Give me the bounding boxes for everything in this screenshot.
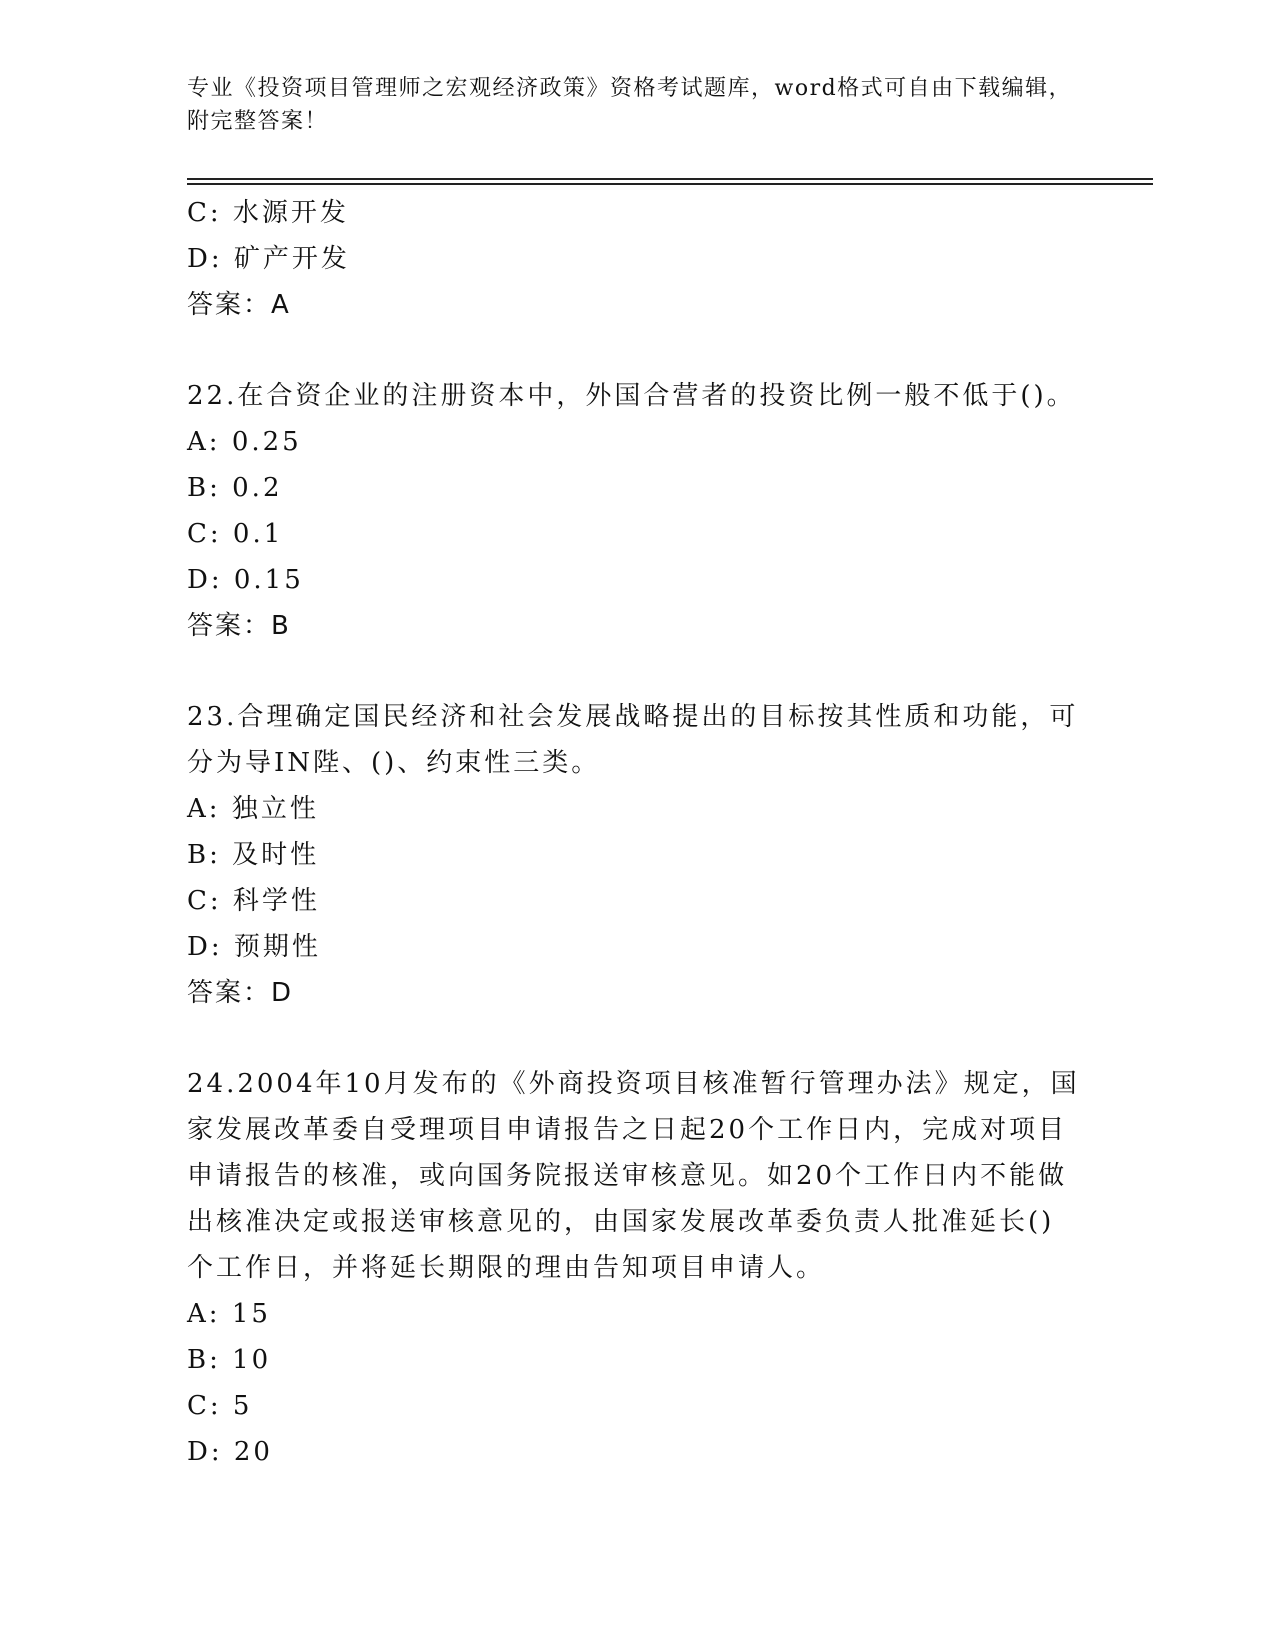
- option-text: 0.25: [231, 427, 302, 457]
- option-b: [187, 1337, 1077, 1383]
- option-text: 0.1: [232, 519, 284, 549]
- question-text-line: 个工作日，并将延长期限的理由告知项目申请人。: [187, 1253, 826, 1283]
- option-letter: B:: [187, 840, 221, 870]
- option-letter: D:: [187, 244, 223, 274]
- option-b: [187, 465, 1077, 511]
- answer-line: 答案：A: [187, 290, 291, 320]
- option-a: [187, 1291, 1077, 1337]
- answer-line: 答案：B: [187, 611, 291, 641]
- spacer: [187, 649, 1077, 694]
- question-text-line: 出核准决定或报送审核意见的，由国家发展改革委负责人批准延长(): [187, 1207, 1055, 1237]
- option-letter: D:: [187, 1437, 223, 1467]
- question-text: 22.在合资企业的注册资本中，外国合营者的投资比例一般不低于()。: [187, 381, 1076, 411]
- question-21-tail: [187, 190, 1077, 328]
- option-text: 0.2: [232, 473, 283, 503]
- option-text: 10: [232, 1345, 272, 1375]
- option-a: [187, 786, 1077, 832]
- option-text: 5: [232, 1391, 253, 1421]
- question-content: [187, 190, 1080, 1475]
- question-22: [187, 373, 1077, 649]
- option-d: [187, 236, 1077, 282]
- option-d: [187, 557, 1077, 603]
- option-a: [187, 419, 1077, 465]
- option-letter: B:: [187, 1345, 221, 1375]
- option-text: 矿产开发: [233, 244, 350, 274]
- option-letter: C:: [187, 519, 222, 549]
- option-text: 预期性: [233, 932, 321, 962]
- option-letter: D:: [187, 565, 223, 595]
- spacer: [187, 328, 1077, 373]
- header-divider-top: [187, 178, 1153, 180]
- header-text: 专业《投资项目管理师之宏观经济政策》资格考试题库，word格式可自由下载编辑，附完整答案！: [187, 76, 1073, 134]
- question-text-line: 分为导IN陛、()、约束性三类。: [187, 748, 601, 778]
- option-c: [187, 878, 1077, 924]
- question-text-line: 24.2004年10月发布的《外商投资项目核准暂行管理办法》规定，国: [187, 1069, 1080, 1099]
- option-text: 0.15: [233, 565, 304, 595]
- option-text: 水源开发: [232, 198, 349, 228]
- spacer: [187, 1016, 1077, 1061]
- question-text-line: 申请报告的核准，或向国务院报送审核意见。如20个工作日内不能做: [187, 1161, 1068, 1191]
- answer-line: 答案：D: [187, 978, 294, 1008]
- option-text: 及时性: [232, 840, 320, 870]
- option-text: 15: [231, 1299, 271, 1329]
- option-letter: C:: [187, 1391, 222, 1421]
- option-c: [187, 511, 1077, 557]
- header-divider-bottom: [187, 183, 1153, 185]
- option-c: [187, 1383, 1077, 1429]
- option-b: [187, 832, 1077, 878]
- option-letter: C:: [187, 198, 222, 228]
- option-letter: A:: [187, 1299, 221, 1329]
- option-text: 科学性: [232, 886, 320, 916]
- document-header: [187, 72, 1077, 138]
- option-d: [187, 924, 1077, 970]
- option-letter: C:: [187, 886, 222, 916]
- question-text-line: 23.合理确定国民经济和社会发展战略提出的目标按其性质和功能，可: [187, 702, 1079, 732]
- option-d: [187, 1429, 1077, 1475]
- option-letter: A:: [187, 427, 221, 457]
- option-letter: B:: [187, 473, 221, 503]
- question-24: [187, 1061, 1080, 1475]
- option-letter: A:: [187, 794, 221, 824]
- question-text-line: 家发展改革委自受理项目申请报告之日起20个工作日内，完成对项目: [187, 1115, 1068, 1145]
- option-letter: D:: [187, 932, 223, 962]
- option-text: 20: [233, 1437, 273, 1467]
- question-23: [187, 694, 1077, 1016]
- option-text: 独立性: [231, 794, 319, 824]
- option-c: [187, 190, 1077, 236]
